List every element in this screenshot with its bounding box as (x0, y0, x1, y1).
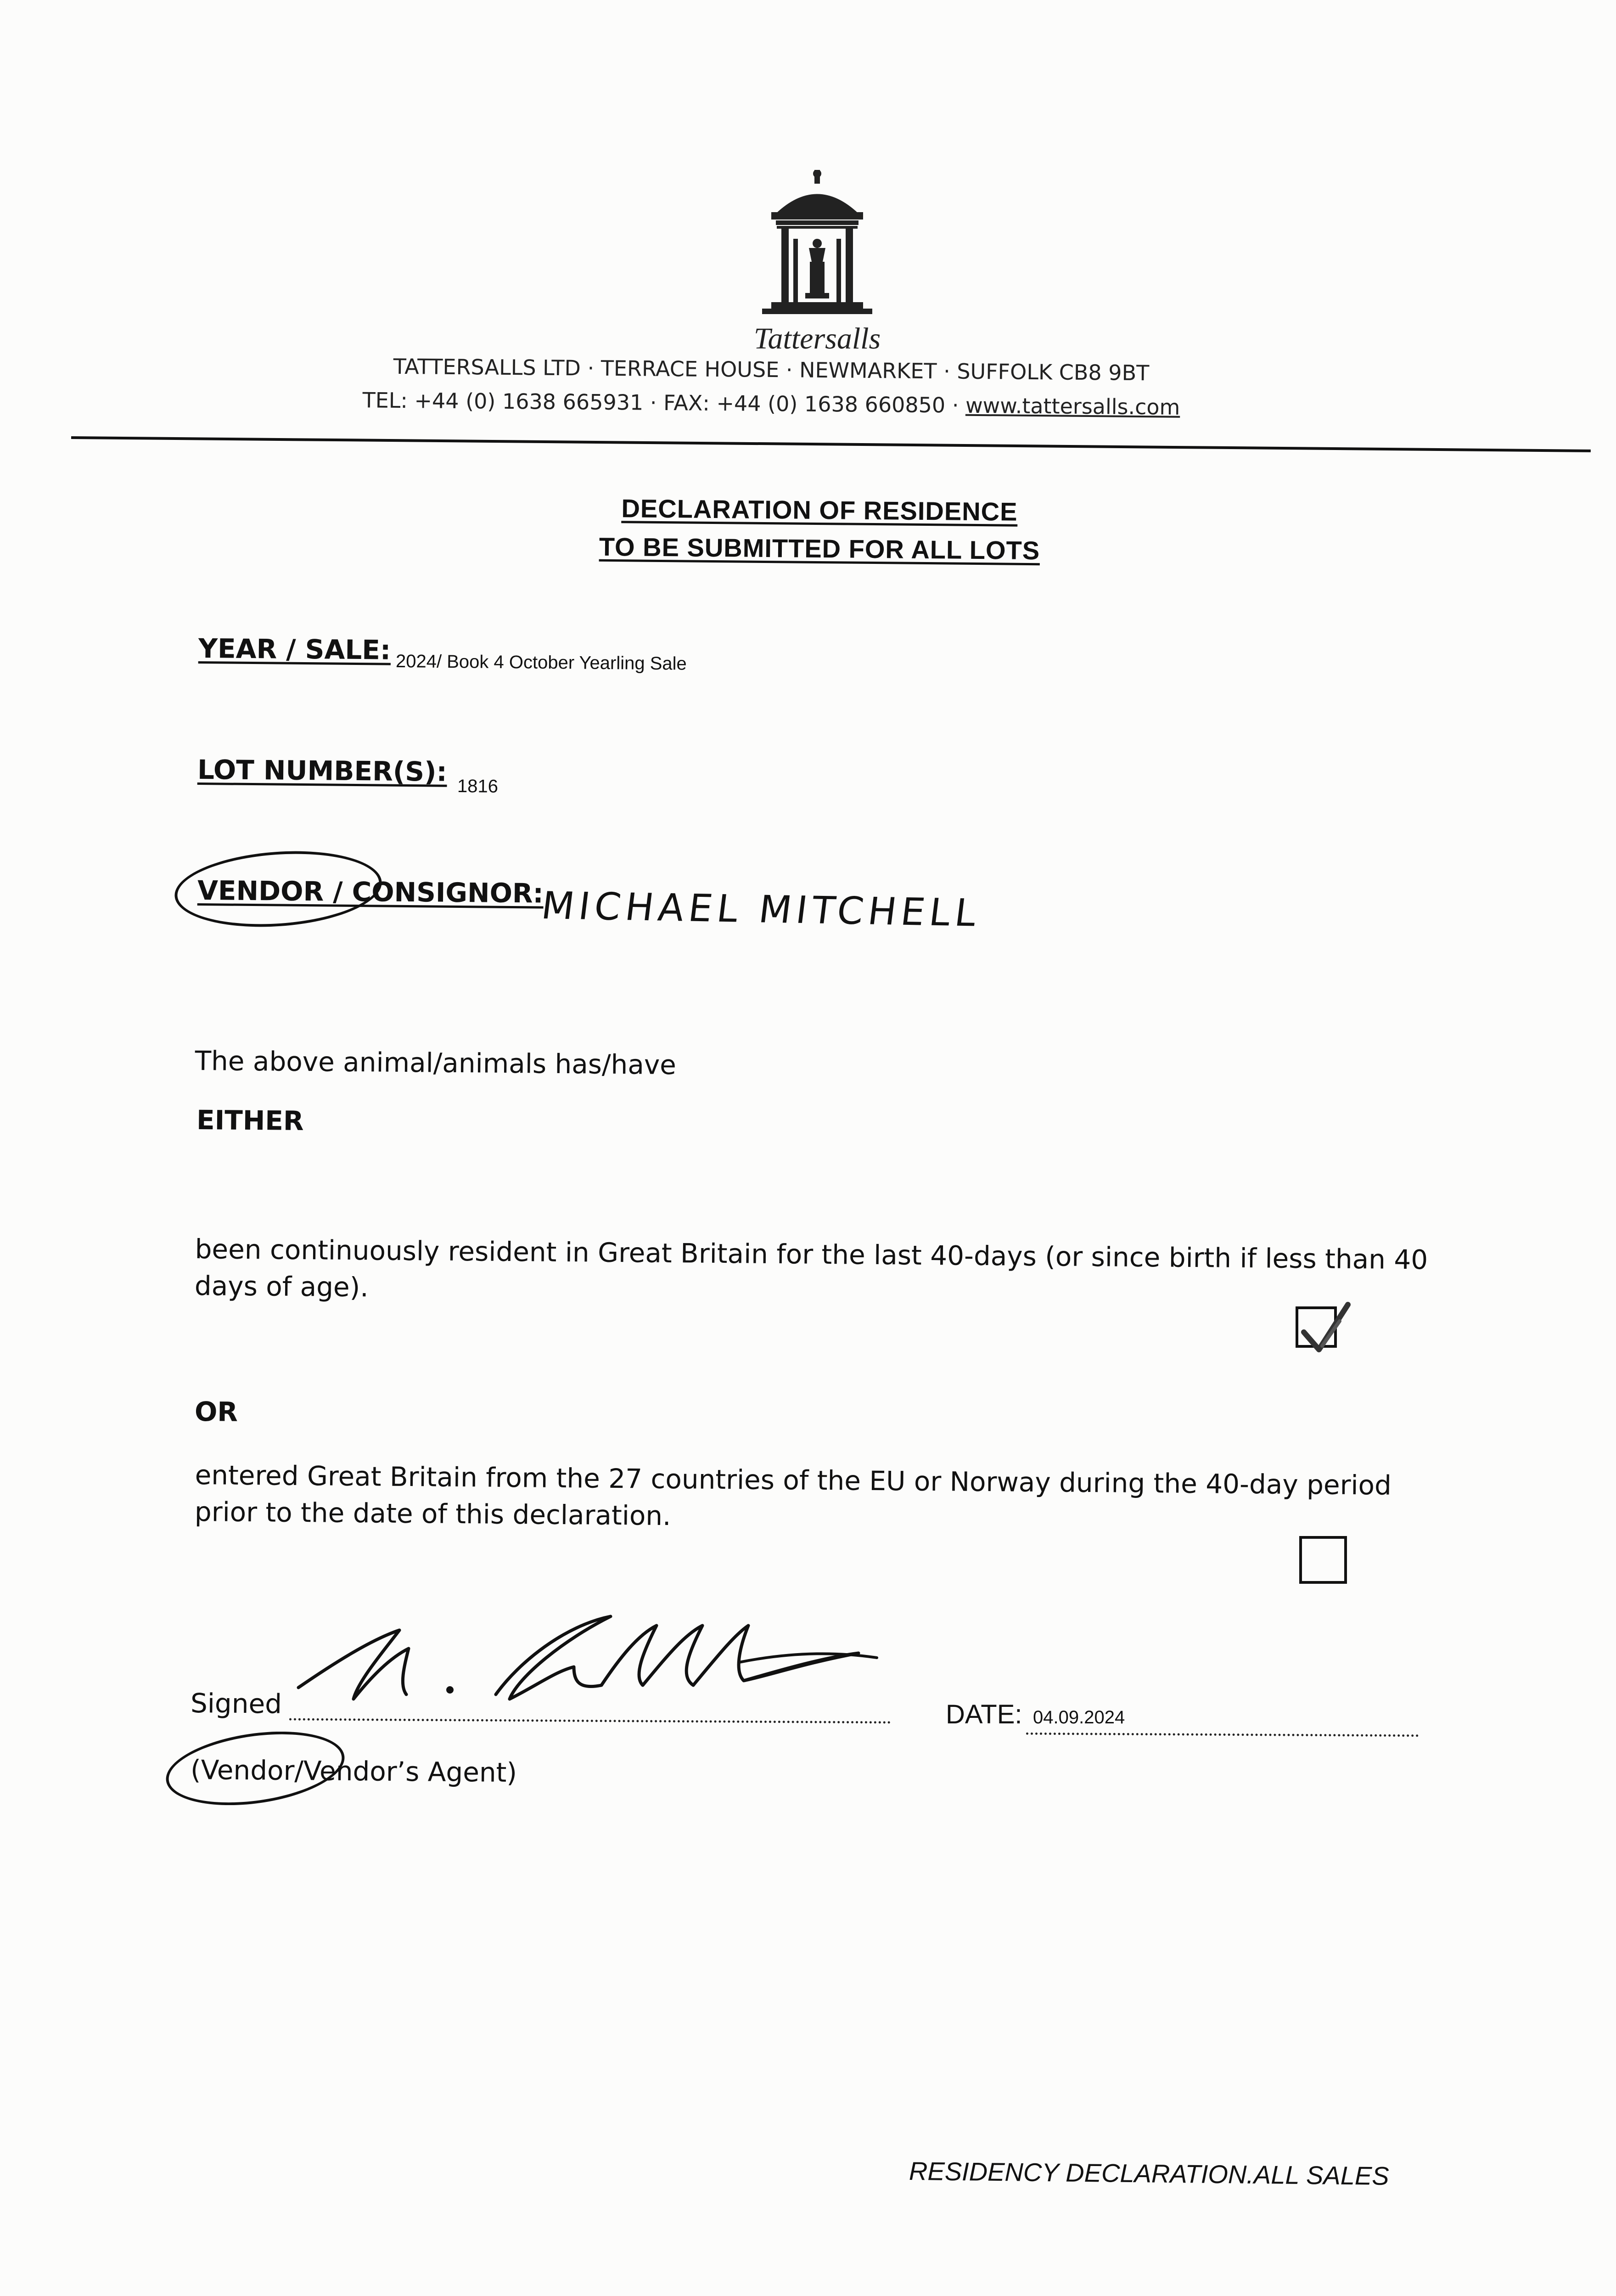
either-label: EITHER (196, 1104, 304, 1137)
date-value[interactable]: 04.09.2024 (1033, 1707, 1125, 1728)
option2-text: entered Great Britain from the 27 countries of the EU or Norway during the 40-day period prior to the date of this declaration. (194, 1459, 1392, 1532)
header-divider (71, 436, 1591, 452)
signed-label: Signed (190, 1688, 282, 1720)
role-label: (Vendor/Vendor’s Agent) (190, 1754, 517, 1789)
date-line (1026, 1733, 1419, 1737)
contact-line (0, 384, 1579, 423)
option1-checkbox[interactable] (1296, 1306, 1337, 1348)
document-title: DECLARATION OF RESIDENCE (621, 494, 1018, 526)
intro-text: The above animal/animals has/have (195, 1045, 677, 1081)
handwritten-signature[interactable] (280, 1607, 932, 1727)
contact-numbers: TEL: +44 (0) 1638 665931 · FAX: +44 (0) 1638 660850 · (362, 388, 966, 418)
year-sale-label: YEAR / SALE: (198, 633, 391, 666)
or-label: OR (194, 1396, 238, 1428)
lot-number-value[interactable]: 1816 (457, 776, 499, 797)
tattersalls-logo-icon (758, 170, 877, 321)
option2-checkbox[interactable] (1299, 1536, 1347, 1584)
footer-reference: RESIDENCY DECLARATION.ALL SALES (909, 2156, 1389, 2190)
vendor-consignor-value[interactable]: MICHAEL MITCHELL (539, 884, 983, 935)
date-label: DATE: (946, 1699, 1022, 1729)
document-subtitle: TO BE SUBMITTED FOR ALL LOTS (599, 532, 1040, 565)
year-sale-value[interactable]: 2024/ Book 4 October Yearling Sale (395, 651, 687, 674)
brand-name: Tattersalls (753, 322, 881, 355)
option1-text: been continuously resident in Great Britain for the last 40-days (or since birth if less than 40 days of age). (194, 1233, 1428, 1303)
lot-number-label: LOT NUMBER(S): (197, 754, 448, 788)
address-line: TATTERSALLS LTD · TERRACE HOUSE · NEWMARKET · SUFFOLK CB8 9BT (393, 354, 1150, 386)
website-link[interactable]: www.tattersalls.com (965, 393, 1180, 420)
vendor-consignor-label: VENDOR / CONSIGNOR: (197, 875, 544, 909)
